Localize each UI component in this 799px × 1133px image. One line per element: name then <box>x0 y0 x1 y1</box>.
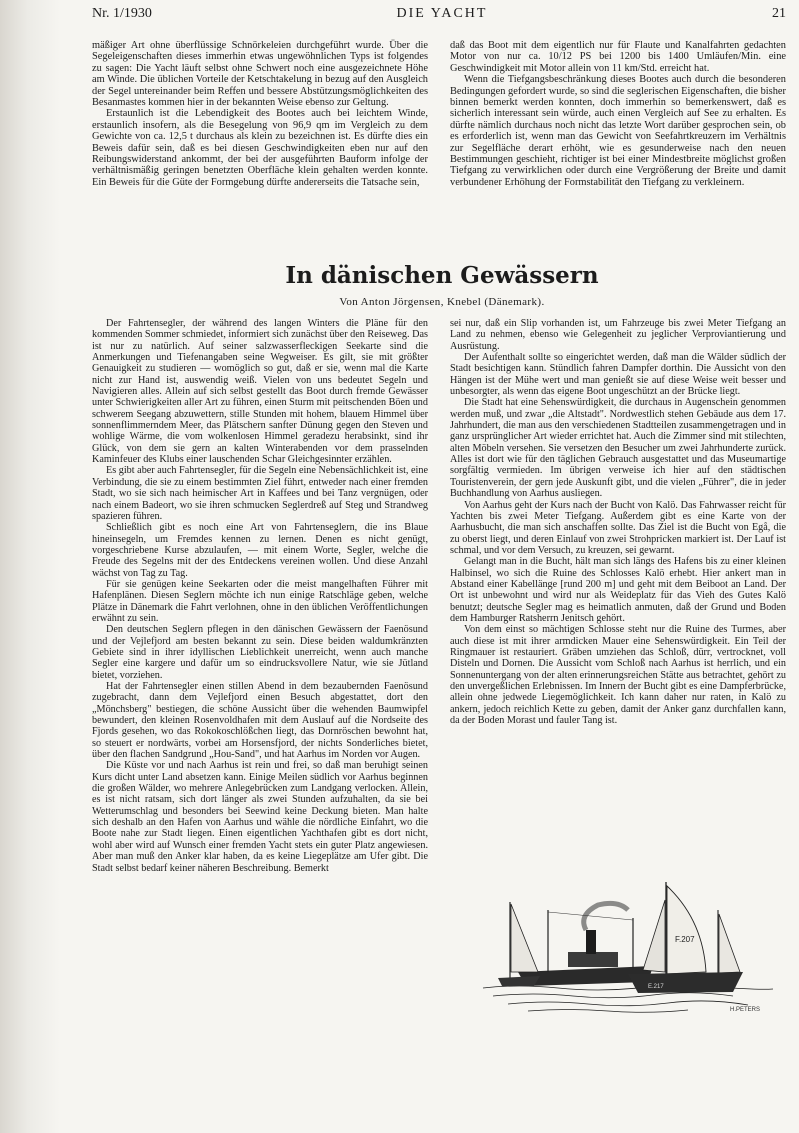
issue-number: Nr. 1/1930 <box>92 6 152 21</box>
paragraph: mäßiger Art ohne überflüssige Schnörkeleien durchgeführt wurde. Über die Segeleigenschaften dieses immerhin etwas ungewöhnlichen Typs ist folgendes zu sagen: Die Yacht läuft selbst ohne Schwert noch eine ausgezeichnete Höhe am Winde. Die üblichen Vorteile der Ketschtakelung in bezug auf den Ausgleich der Segel untereinander beim Reffen und bessere Abstützungsmöglichkeiten des Besanmastes kommen hier in der bekannten Weise ebenso zur Geltung. <box>92 40 428 109</box>
article-column-left <box>92 318 428 874</box>
sail-number: F.207 <box>675 935 695 944</box>
paragraph: Es gibt aber auch Fahrtensegler, für die Segeln eine Nebensächlichkeit ist, eine Verbindung, die sie zu einem bestimmten Ziel führt, entweder nach einer fremden Stadt, wo sie sich nach heimischer Art in Kaffees und bei Tanz vergnügen, oder nach einem Badeort, wo sie ihren schmucken Seglerdreß auf Steg und Strandweg spazieren führen. <box>92 465 428 522</box>
paragraph: Der Aufenthalt sollte so eingerichtet werden, daß man die Wälder südlich der Stadt besichtigen kann. Stündlich fahren Dampfer dorthin. Die Aussicht von den Hängen ist der Mühe wert und man genießt sie auf diese Weise weit besser und unbesorgter, als wenn das eigene Boot ungeschützt an der Brücke liegt. <box>450 352 786 398</box>
paragraph: Die Stadt hat eine Sehenswürdigkeit, die durchaus in Augenschein genommen werden muß, und zwar „die Altstadt". Nordwestlich stehen Gebäude aus dem 17. Jahrhundert, die man aus den verschiedenen Stadtteilen zusammengetragen und in ganz ursprünglicher Art wieder errichtet hat. Auch die Zimmer sind mit stilechten, alten Möbeln versehen. Sie versetzen den Besucher um zwei Jahrhunderte zurück. Alles ist dort wie für den täglichen Gebrauch ausgestattet und das Museumartige sorgfältig vermieden. Im übrigen verweise ich hier auf den städtischen Touristenverein, der gern jede Auskunft gibt, und die vielen „Führer", die in jeder Buchhandlung von Aarhus ausliegen. <box>450 397 786 500</box>
continued-text-left <box>92 40 428 188</box>
paragraph: Für sie genügen keine Seekarten oder die meist mangelhaften Führer mit Hafenplänen. Diesen Seglern möchte ich nun einige Ratschläge geben, welche Plätze in Dänemark die Fahrt verlohnen, ohne in den üblichen Veröffentlichungen erwähnt zu sein. <box>92 578 428 624</box>
magazine-title: DIE YACHT <box>396 6 488 21</box>
article-byline: Von Anton Jörgensen, Knebel (Dänemark). <box>339 296 545 308</box>
page-header <box>92 6 792 28</box>
paragraph: Schließlich gibt es noch eine Art von Fahrtenseglern, die ins Blaue hineinsegeln, um Fremdes kennen zu lernen. Denen es nicht genügt, vorgeschriebene Kurse abzulaufen, — mit einem Worte, Segler, welche die Freude des Segelns mit der des Entdeckens vereinen wollen. Und diese Anzahl wächst von Tag zu Tag. <box>92 522 428 579</box>
artist-signature: H.PETERS <box>730 1007 761 1013</box>
paragraph: daß das Boot mit dem eigentlich nur für Flaute und Kanalfahrten gedachten Motor von nur ca. 10/12 PS bei 1200 bis 1400 Umläufen/Min. eine Geschwindigkeit mit Motor allein von 11 km/Std. erreicht hat. <box>450 40 786 74</box>
paragraph: sei nur, daß ein Slip vorhanden ist, um Fahrzeuge bis zwei Meter Tiefgang an Land zu nehmen, ebenso wie Gelegenheit zu jeglicher Verproviantierung und Ausrüstung. <box>450 318 786 352</box>
continued-text-right <box>450 40 786 188</box>
paragraph: Gelangt man in die Bucht, hält man sich längs des Hafens bis zu einer kleinen Halbinsel, wo sich die Ruine des Schlosses Kalö erhebt. Hier ankert man in Abstand einer Kabellänge [rund 200 m] und geht mit dem Beiboot an Land. Der Ort ist unbewohnt und wird nur als Weideplatz für das Vieh des Gutes Kalö benutzt; deutsche Segler mag es heimatlich anmuten, daß der Grund und Boden dem Hamburger Ratsherrn Jenitsch gehört. <box>450 556 786 624</box>
paragraph: Der Fahrtensegler, der während des langen Winters die Pläne für den kommenden Sommer schmiedet, informiert sich zunächst über den Reiseweg. Das ist nur zu natürlich. Auf seiner salzwasserfleckigen Seekarte sind die Anmerkungen und Tiefenangaben seine Wegweiser. Es gilt, sie mit größter Genauigkeit zu studieren — womöglich so gut, daß er sie, wenn mal die Karte nicht zur Hand ist, auswendig weiß. Vielen von uns bedeutet Segeln und Navigieren alles. Allein auf sich selbst gestellt das Boot durch fremde Gewässer unter Schwierigkeiten aller Art zu führen, einen Sturm mit peitschenden Böen und schwerem Seegang abzuwettern, stille Stunden mit hohem, blauem Himmel über sonnenflimmerndem Meer, das Plätschern sanfter Dünung gegen den Steven und wohlige Wärme, die vom wolkenlosen Himmel geradezu herabsinkt, sind ihr Glück, von dem sie gern an kalten Winterabenden vor dem prasselnden Kaminfeuer des Klubs einer lauschenden Schar Gleichgesinnter erzählen. <box>92 318 428 466</box>
article-title: In dänischen Gewässern <box>285 262 599 289</box>
paragraph: Die Küste vor und nach Aarhus ist rein und frei, so daß man beruhigt seinen Kurs dicht unter Land absetzen kann. Einige Meilen südlich vor Aarhus beginnen die großen Wälder, wo mehrere Anlegebrücken zum Landgang verlocken. Allein, es ist nicht ratsam, sich dort länger als zwei Stunden aufzuhalten, da sie bei Wetterumschlag und besonders bei Seewind keine Deckung bieten. Man halte sich deshalb an den Hafen von Aarhus und wähle die nördliche Einfahrt, wo die Boote nahe zur Stadt liegen. Einen eigentlichen Yachthafen gibt es dort nicht, wohl aber wird auf Wunsch einer fremden Yacht stets ein guter Platz angewiesen. Aber man muß den Anker klar haben, da es keine Liegeplätze am Ufer gibt. Die Stadt selbst bedarf keiner näheren Beschreibung. Bemerkt <box>92 760 428 874</box>
article-column-right <box>450 318 786 726</box>
paragraph: Von Aarhus geht der Kurs nach der Bucht von Kalö. Das Fahrwasser reicht für Yachten bis zwei Meter Tiefgang. Außerdem gibt es eine Karte von der Aarhusbucht, die man sich anschaffen sollte. Das Ziel ist die Bucht von Egå, die zu oberst liegt, und deren Einlauf von zwei Strohpricken markiert ist. Der Lauf ist schmal, und vor dem Versuch, zu kreuzen, sei gewarnt. <box>450 499 786 556</box>
paragraph: Von dem einst so mächtigen Schlosse steht nur die Ruine des Turmes, aber auch diese ist mit ihrer armdicken Mauer eine Sehenswürdigkeit. Ein Teil der Ringmauer ist restauriert. Gräben umziehen das Schloß, dürr, vertrocknet, voll Disteln und Dornen. Die Aussicht vom Schloß nach Aarhus ist herrlich, und ein Sonnenuntergang von der alten erinnerungsreichen Stätte aus betrachtet, gehört zu den unvergeßlichen Erlebnissen. Im Innern der Bucht gibt es eine Dampferbrücke, allein ohne jedwede Liegemöglichkeit. Ich kann daher nur raten, in Kalö zu ankern, jedoch reichlich Kette zu geben, damit der Anker ganz durchfallen kann, da der Boden Morast und fauler Tang ist. <box>450 624 786 727</box>
ships-sketch-icon <box>478 860 778 1020</box>
paragraph: Erstaunlich ist die Lebendigkeit des Bootes auch bei leichtem Winde, erstaunlich insofern, als die Besegelung von 96,9 qm im Vergleich zu dem Gewichte von ca. 12,5 t durchaus als klein zu bezeichnen ist. Es dürfte dies ein Beweis dafür sein, daß es bei diesen Geschwindigkeiten eben nur auf den Reibungswiderstand ankommt, der bei der ausgeführten Bauform infolge der verhältnismäßig geringen benetzten Oberfläche klein gehalten werden konnte. Ein Beweis für die Güte der Formgebung dürfte andererseits die Tatsache sein, <box>92 108 428 188</box>
hull-number: E.217 <box>648 984 664 990</box>
paragraph: Den deutschen Seglern pflegen in den dänischen Gewässern der Faenösund und der Vejlefjord am besten bekannt zu sein. Diese beiden waldumkränzten Gebiete sind in ihrer idyllischen Lieblichkeit unerreicht, wenn auch manche Segler eine kargere und dafür um so eindrucksvollere Natur, wie sie Jütland bietet, vorziehen. <box>92 624 428 681</box>
paragraph: Hat der Fahrtensegler einen stillen Abend in dem bezaubernden Faenösund zugebracht, dann dem Vejlefjord einen Besuch abgestattet, dort den „Mönchsberg" bestiegen, die schöne Aussicht über die wehenden Baumwipfel bewundert, den kleinen Rosenvoldhafen mit dem Auslauf auf die Nordseite des Fjords gesehen, wo das Rokokoschlößchen liegt, das Dornröschen bewohnt hat, so steuert er nordwärts, vorbei am Horsensfjord, der nichts Sonderliches bietet, über den flachen Sandgrund „Hou-Sand", und hat Aarhus im Norden vor Augen. <box>92 681 428 761</box>
page-number: 21 <box>772 6 786 21</box>
paragraph: Wenn die Tiefgangsbeschränkung dieses Bootes auch durch die besonderen Bedingungen gefordert wurde, so sind die seglerischen Eigenschaften, die bisher binnen bemerkt werden konnten, doch immerhin so bemerkenswert, daß es sicherlich interessant sein würde, auch einen Vergleich auf See zu erhalten. Es dürfte nämlich durchaus noch nicht das letzte Wort darüber gesprochen sein, ob es erforderlich ist, wenn man das Gewicht von Seefahrtkreuzern im Verhältnis zur Segelfläche derart erhöht, wie es gesunderweise nach den neuen Bestimmungen geschieht, richtiger ist bei einer Mindestbreite möglichst großen Tiefgang zu verwirklichen oder durch eine Vergrößerung der Breite und damit verbundener Erhöhung der Formstabilität den Tiefgang zu verkleinern. <box>450 74 786 188</box>
